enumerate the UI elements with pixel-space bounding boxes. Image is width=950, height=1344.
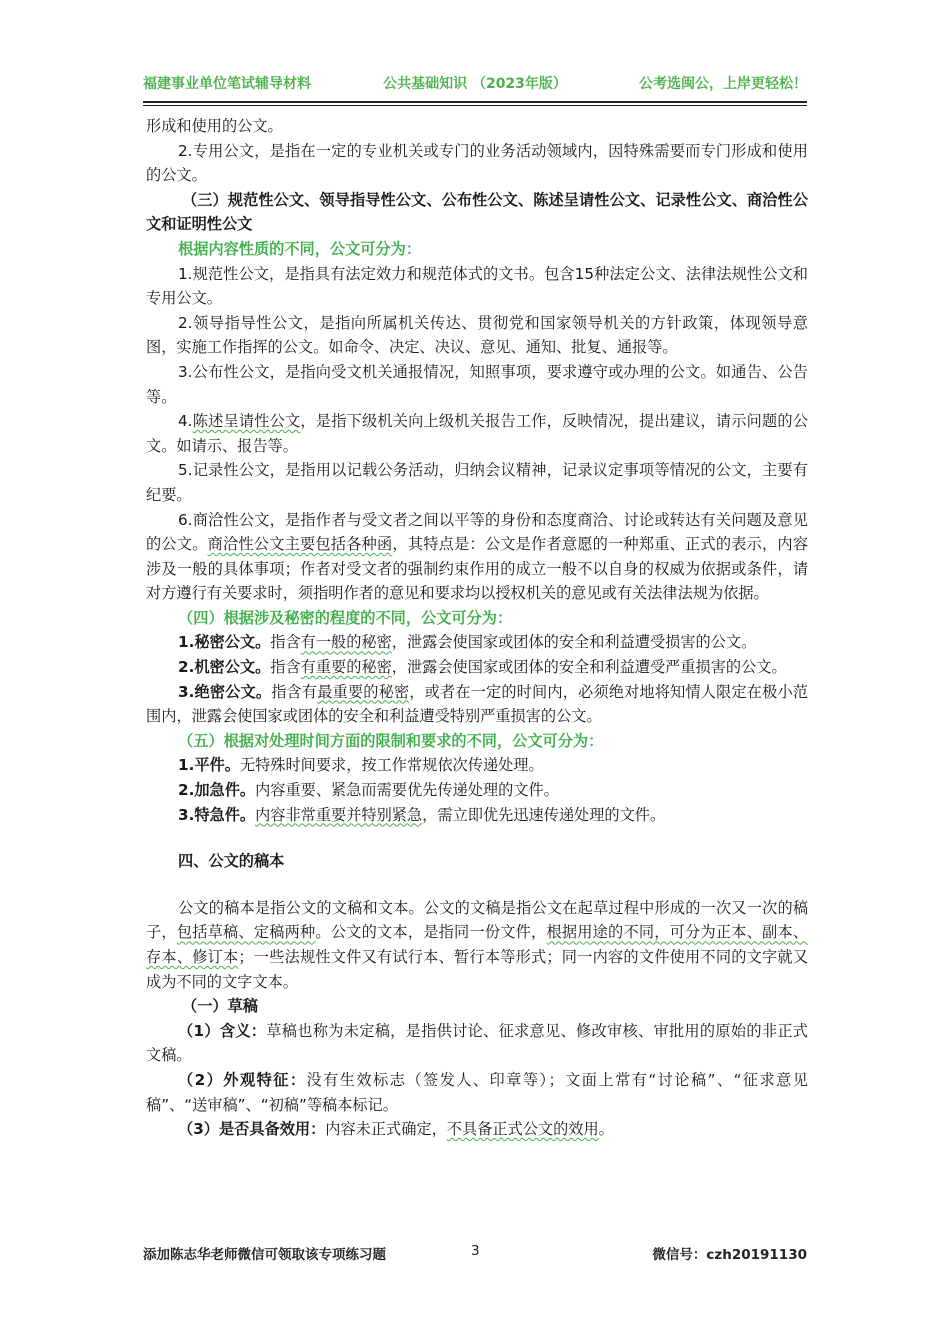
list-item: 6.商洽性公文，是指作者与受文者之间以平等的身份和态度商洽、讨论或转达有关问题及意见的公文。商洽性公文主要包括各种函，其特点是：公文是作者意愿的一种郑重、正式的表示，内容涉及一般的具体事项；作者对受文者的强制约束作用的成立一般不以自身的权威为依据或条件，请对方遵行有关要求时，须指明作者的意见和要求均以授权机关的意见或有关法律法规为依据。 xyxy=(146,510,809,603)
subsection-heading: （一）草稿 xyxy=(182,997,258,1016)
green-heading: 根据内容性质的不同，公文可分为： xyxy=(178,239,421,258)
page-number: 3 xyxy=(471,1243,480,1259)
list-item: （2）外观特征：没有生效标志（签发人、印章等）；文面上常有“讨论稿”、“征求意见稿”、“送审稿”、“初稿”等稿本标记。 xyxy=(146,1070,808,1114)
body-content xyxy=(146,114,808,1142)
list-item: 2.机密公文。指含有重要的秘密，泄露会使国家或团体的安全和利益遭受严重损害的公文。 xyxy=(178,658,787,677)
list-item: 1.平件。无特殊时间要求，按工作常规依次传递处理。 xyxy=(178,756,544,775)
underlined-term: 内容非常重要并特别紧急 xyxy=(255,805,423,824)
header-divider xyxy=(143,101,807,103)
underlined-term: 商洽性公文主要包括各种函 xyxy=(207,535,393,554)
list-item: 2.领导指导性公文，是指向所属机关传达、贯彻党和国家领导机关的方针政策，体现领导意图，实施工作指挥的公文。如命令、决定、决议、意见、通知、批复、通报等。 xyxy=(146,313,808,357)
header-center: 公共基础知识 （2023年版） xyxy=(383,76,567,92)
list-item: 2.加急件。内容重要、紧急而需要优先传递处理的文件。 xyxy=(178,781,559,800)
list-item: 1.秘密公文。指含有一般的秘密，泄露会使国家或团体的安全和利益遭受损害的公文。 xyxy=(178,633,757,652)
underlined-term: 有重要的秘密 xyxy=(300,658,392,677)
paragraph: 公文的稿本是指公文的文稿和文本。公文的文稿是指公文在起草过程中形成的一次又一次的稿子，包括草稿、定稿两种。公文的文本，是指同一份文件，根据用途的不同，可分为正本、副本、存本、修订本；一些法规性文件又有试行本、暂行本等形式；同一内容的文件使用不同的文字就又成为不同的文字文本。 xyxy=(146,898,809,991)
list-item: 1.规范性公文，是指具有法定效力和规范体式的文书。包含15种法定公文、法律法规性公文和专用公文。 xyxy=(146,264,808,308)
green-heading: （五）根据对处理时间方面的限制和要求的不同，公文可分为： xyxy=(178,731,604,750)
section-title: 四、公文的稿本 xyxy=(178,852,285,871)
underlined-term: 包括草稿、定稿两种 xyxy=(176,923,316,942)
footer-right: 微信号：czh20191130 xyxy=(652,1247,807,1263)
list-item: 3.公布性公文，是指向受文机关通报情况，知照事项，要求遵守或办理的公文。如通告、公告等。 xyxy=(146,362,808,406)
footer-left: 添加陈志华老师微信可领取该专项练习题 xyxy=(143,1247,386,1263)
header-divider-thin xyxy=(143,105,807,106)
underlined-term: 最重要的秘密 xyxy=(317,682,410,701)
paragraph: 2.专用公文，是指在一定的专业机关或专门的业务活动领域内，因特殊需要而专门形成和使用的公文。 xyxy=(146,141,808,185)
list-item: 5.记录性公文，是指用以记载公务活动，归纳会议精神，记录议定事项等情况的公文，主要有纪要。 xyxy=(146,461,808,504)
page-footer xyxy=(143,1243,807,1265)
header-right: 公考选闽公，上岸更轻松！ xyxy=(639,76,807,92)
underlined-term: 陈述呈请性公文 xyxy=(192,412,301,431)
green-heading: （四）根据涉及秘密的程度的不同，公文可分为： xyxy=(178,608,513,627)
paragraph: 形成和使用的公文。 xyxy=(146,117,283,135)
list-item: （1）含义：草稿也称为未定稿，是指供讨论、征求意见、修改审核、审批用的原始的非正式文稿。 xyxy=(146,1021,808,1065)
list-item: （3）是否具备效用：内容未正式确定，不具备正式公文的效用。 xyxy=(178,1120,614,1139)
list-item: 4.陈述呈请性公文，是指下级机关向上级机关报告工作，反映情况，提出建议，请示问题的公文。如请示、报告等。 xyxy=(146,412,809,455)
underlined-term: 根据用途的不同，可分为正本、副本、存本、修订本 xyxy=(146,923,809,966)
underlined-term: 有一般的秘密 xyxy=(300,633,392,652)
list-item: 3.绝密公文。指含有最重要的秘密，或者在一定的时间内，必须绝对地将知情人限定在极小范围内，泄露会使国家或团体的安全和利益遭受特别严重损害的公文。 xyxy=(146,682,809,726)
underlined-term: 不具备正式公文的效用 xyxy=(446,1120,599,1139)
page-header xyxy=(143,72,807,94)
subsection-heading: （三）规范性公文、领导指导性公文、公布性公文、陈述呈请性公文、记录性公文、商洽性公文和证明性公文 xyxy=(146,190,808,234)
list-item: 3.特急件。内容非常重要并特别紧急，需立即优先迅速传递处理的文件。 xyxy=(178,805,666,824)
header-left: 福建事业单位笔试辅导材料 xyxy=(143,76,311,92)
